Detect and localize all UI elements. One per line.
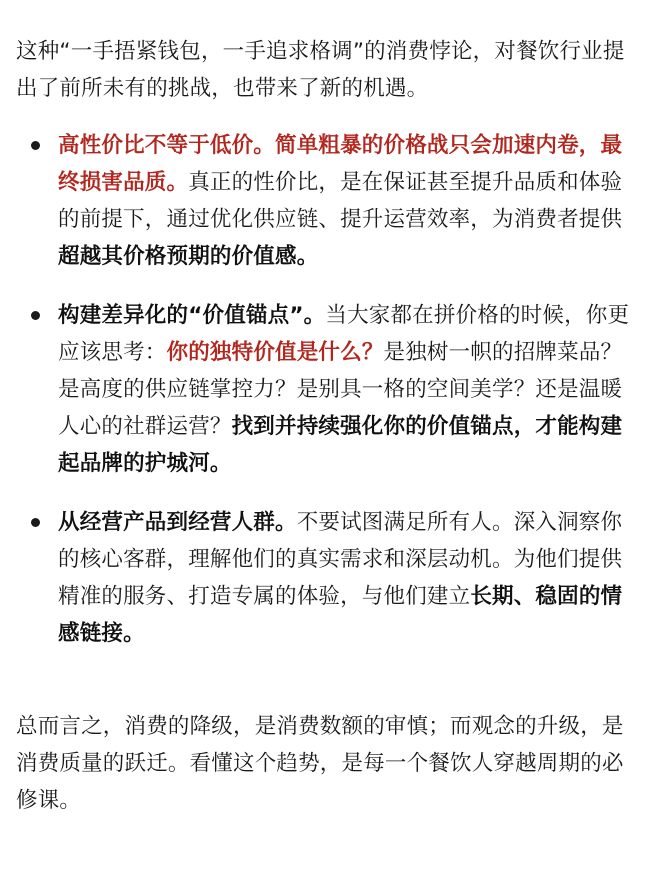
point-1-text: 真正的性价比，是在保证甚至提升品质和体验的前提下，通过优化供应链、提升运营效率，为消费者提供 bbox=[58, 170, 623, 232]
point-2-text-2: 是独树一帜的招牌菜品？是高度的供应链掌控力？是别具一格的空间美学？还是温暖人心的社群运营？ bbox=[58, 340, 623, 439]
point-2-red-question: 你的独特价值是什么？ bbox=[166, 340, 384, 365]
bullet-dot-icon bbox=[31, 518, 40, 527]
summary-paragraph: 总而言之，消费的降级，是消费数额的审慎；而观念的升级，是消费质量的跃迁。看懂这个趋势，是每一个餐饮人穿越周期的必修课。 bbox=[16, 714, 624, 813]
bullet-dot-icon bbox=[31, 141, 40, 150]
point-price-value bbox=[16, 127, 635, 275]
point-3-text: 不要试图满足所有人。深入洞察你的核心客群，理解他们的真实需求和深层动机。为他们提供精准的服务、打造专属的体验，与他们建立 bbox=[58, 510, 623, 609]
point-2-text-1: 当大家都在拼价格的时候，你更应该思考： bbox=[58, 303, 630, 365]
point-1-red-heading: 高性价比不等于低价。简单粗暴的价格战只会加速内卷，最终损害品质。 bbox=[58, 133, 623, 195]
point-3-bold-ending: 长期、稳固的情感链接。 bbox=[58, 584, 623, 646]
key-points-list bbox=[16, 127, 635, 652]
point-3-bold-heading: 从经营产品到经营人群。 bbox=[58, 510, 297, 535]
intro-paragraph: 这种“一手捂紧钱包，一手追求格调”的消费悖论，对餐饮行业提出了前所未有的挑战，也带来了新的机遇。 bbox=[16, 39, 625, 101]
point-audience bbox=[16, 504, 635, 652]
point-2-bold-ending: 找到并持续强化你的价值锚点，才能构建起品牌的护城河。 bbox=[58, 414, 623, 476]
point-2-bold-heading: 构建差异化的“价值锚点”。 bbox=[58, 303, 326, 328]
point-1-bold-ending: 超越其价格预期的价值感。 bbox=[58, 244, 319, 269]
point-value-anchor bbox=[16, 297, 635, 482]
bullet-dot-icon bbox=[31, 311, 40, 320]
